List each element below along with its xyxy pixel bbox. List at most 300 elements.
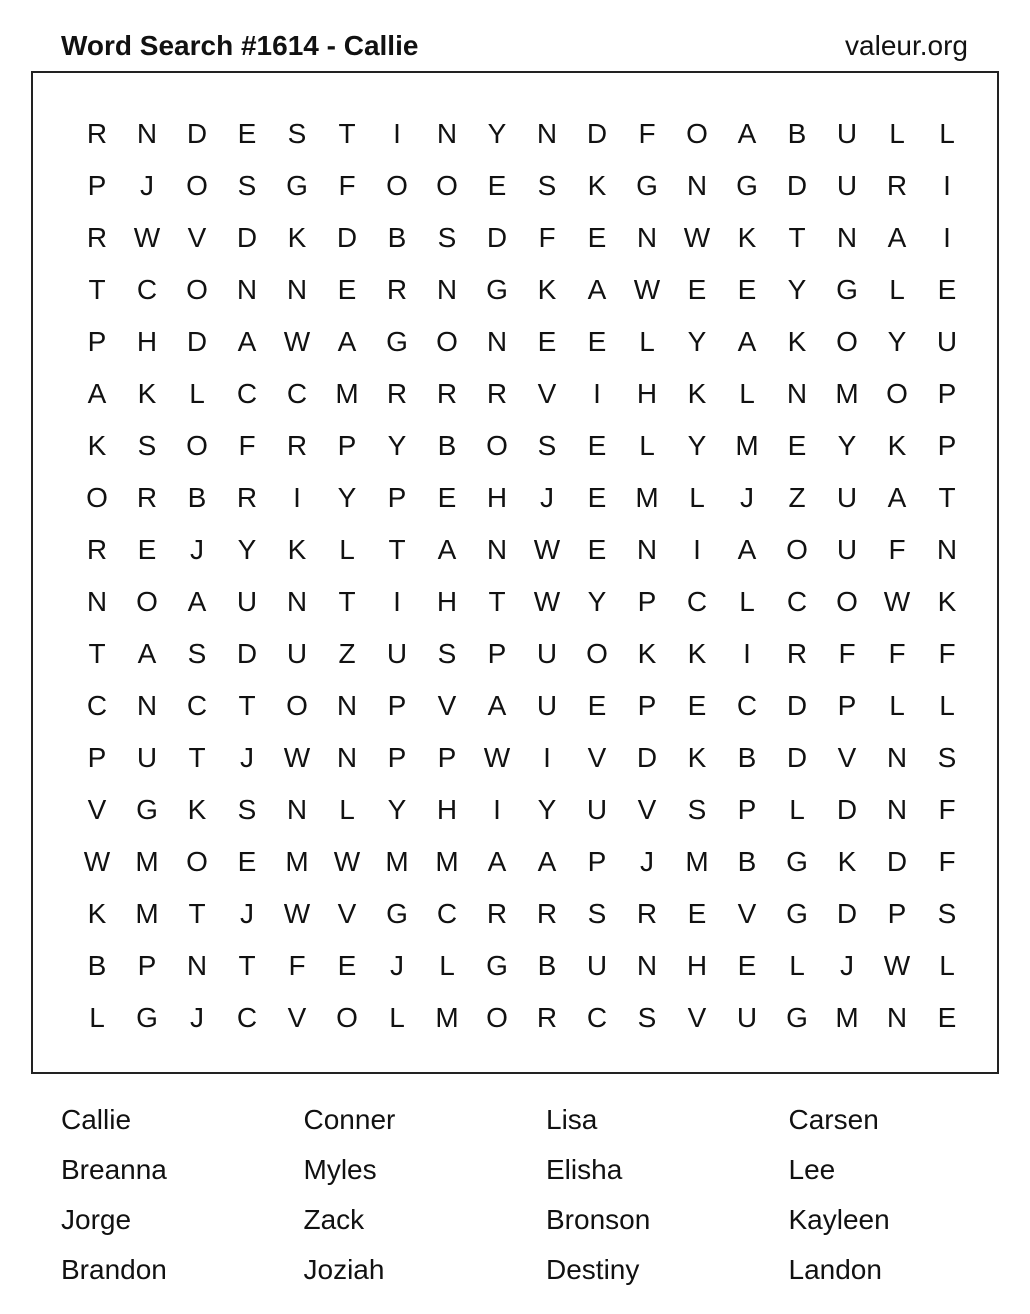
grid-cell[interactable]: T: [338, 118, 356, 149]
grid-cell[interactable]: N: [186, 950, 208, 981]
grid-cell[interactable]: A: [187, 586, 207, 617]
grid-cell[interactable]: D: [636, 742, 658, 773]
grid-cell[interactable]: I: [393, 586, 401, 617]
grid-cell[interactable]: W: [283, 326, 311, 357]
grid-cell[interactable]: T: [238, 950, 256, 981]
grid-cell[interactable]: O: [186, 274, 208, 305]
grid-cell[interactable]: F: [938, 846, 956, 877]
grid-cell[interactable]: U: [536, 638, 558, 669]
grid-cell[interactable]: A: [137, 638, 157, 669]
grid-cell[interactable]: G: [386, 326, 408, 357]
grid-cell[interactable]: G: [136, 794, 158, 825]
grid-cell[interactable]: S: [137, 430, 157, 461]
grid-cell[interactable]: F: [338, 170, 356, 201]
grid-cell[interactable]: P: [387, 690, 407, 721]
grid-cell[interactable]: P: [737, 794, 757, 825]
grid-cell[interactable]: E: [787, 430, 807, 461]
grid-cell[interactable]: C: [236, 378, 258, 409]
grid-cell[interactable]: L: [739, 378, 755, 409]
grid-cell[interactable]: M: [385, 846, 409, 877]
grid-cell[interactable]: N: [486, 326, 508, 357]
grid-cell[interactable]: E: [137, 534, 157, 565]
grid-cell[interactable]: S: [287, 118, 307, 149]
grid-cell[interactable]: D: [786, 170, 808, 201]
grid-cell[interactable]: A: [737, 118, 757, 149]
grid-cell[interactable]: C: [286, 378, 308, 409]
grid-cell[interactable]: E: [437, 482, 457, 513]
grid-cell[interactable]: V: [737, 898, 757, 929]
grid-cell[interactable]: E: [487, 170, 507, 201]
grid-cell[interactable]: P: [87, 742, 107, 773]
grid-cell[interactable]: N: [636, 950, 658, 981]
grid-cell[interactable]: C: [86, 690, 108, 721]
grid-cell[interactable]: P: [887, 898, 907, 929]
grid-cell[interactable]: S: [187, 638, 207, 669]
grid-cell[interactable]: T: [188, 742, 206, 773]
grid-cell[interactable]: P: [387, 742, 407, 773]
grid-cell[interactable]: L: [189, 378, 205, 409]
grid-cell[interactable]: E: [587, 326, 607, 357]
grid-cell[interactable]: T: [238, 690, 256, 721]
grid-cell[interactable]: R: [286, 430, 308, 461]
grid-cell[interactable]: C: [586, 1002, 608, 1033]
grid-cell[interactable]: K: [637, 638, 657, 669]
grid-cell[interactable]: R: [536, 1002, 558, 1033]
grid-cell[interactable]: J: [840, 950, 854, 981]
grid-cell[interactable]: I: [743, 638, 751, 669]
grid-cell[interactable]: V: [187, 222, 207, 253]
grid-cell[interactable]: F: [938, 794, 956, 825]
grid-cell[interactable]: W: [883, 950, 911, 981]
grid-cell[interactable]: S: [637, 1002, 657, 1033]
grid-cell[interactable]: N: [286, 586, 308, 617]
grid-cell[interactable]: L: [339, 794, 355, 825]
grid-cell[interactable]: A: [337, 326, 357, 357]
grid-cell[interactable]: F: [538, 222, 556, 253]
grid-cell[interactable]: A: [237, 326, 257, 357]
grid-cell[interactable]: C: [686, 586, 708, 617]
grid-cell[interactable]: W: [533, 586, 561, 617]
grid-cell[interactable]: G: [636, 170, 658, 201]
grid-cell[interactable]: B: [437, 430, 457, 461]
grid-cell[interactable]: K: [687, 378, 707, 409]
grid-cell[interactable]: S: [687, 794, 707, 825]
grid-cell[interactable]: N: [836, 222, 858, 253]
grid-cell[interactable]: N: [936, 534, 958, 565]
grid-cell[interactable]: P: [137, 950, 157, 981]
grid-cell[interactable]: L: [939, 118, 955, 149]
grid-cell[interactable]: K: [187, 794, 207, 825]
grid-cell[interactable]: G: [286, 170, 308, 201]
grid-cell[interactable]: J: [540, 482, 554, 513]
grid-cell[interactable]: P: [87, 170, 107, 201]
grid-cell[interactable]: P: [87, 326, 107, 357]
grid-cell[interactable]: E: [587, 482, 607, 513]
grid-cell[interactable]: L: [889, 690, 905, 721]
grid-cell[interactable]: O: [86, 482, 108, 513]
grid-cell[interactable]: E: [687, 274, 707, 305]
grid-cell[interactable]: A: [537, 846, 557, 877]
grid-cell[interactable]: P: [437, 742, 457, 773]
grid-cell[interactable]: L: [639, 326, 655, 357]
grid-cell[interactable]: M: [735, 430, 759, 461]
grid-cell[interactable]: A: [887, 482, 907, 513]
grid-cell[interactable]: C: [236, 1002, 258, 1033]
grid-cell[interactable]: I: [293, 482, 301, 513]
grid-cell[interactable]: D: [486, 222, 508, 253]
grid-cell[interactable]: W: [683, 222, 711, 253]
grid-cell[interactable]: S: [437, 222, 457, 253]
grid-cell[interactable]: K: [587, 170, 607, 201]
grid-cell[interactable]: K: [287, 534, 307, 565]
grid-cell[interactable]: F: [888, 638, 906, 669]
grid-cell[interactable]: C: [136, 274, 158, 305]
grid-cell[interactable]: P: [387, 482, 407, 513]
grid-cell[interactable]: H: [636, 378, 658, 409]
grid-cell[interactable]: G: [786, 1002, 808, 1033]
grid-cell[interactable]: E: [337, 950, 357, 981]
grid-cell[interactable]: N: [786, 378, 808, 409]
grid-cell[interactable]: S: [437, 638, 457, 669]
grid-cell[interactable]: V: [637, 794, 657, 825]
grid-cell[interactable]: D: [586, 118, 608, 149]
grid-cell[interactable]: P: [637, 586, 657, 617]
grid-cell[interactable]: H: [436, 794, 458, 825]
grid-cell[interactable]: N: [336, 690, 358, 721]
grid-cell[interactable]: S: [537, 430, 557, 461]
grid-cell[interactable]: G: [136, 1002, 158, 1033]
grid-cell[interactable]: T: [388, 534, 406, 565]
grid-cell[interactable]: M: [835, 1002, 859, 1033]
grid-cell[interactable]: B: [537, 950, 557, 981]
grid-cell[interactable]: R: [386, 378, 408, 409]
grid-cell[interactable]: E: [587, 430, 607, 461]
grid-cell[interactable]: Z: [788, 482, 806, 513]
grid-cell[interactable]: J: [190, 1002, 204, 1033]
grid-cell[interactable]: N: [136, 118, 158, 149]
grid-cell[interactable]: M: [435, 1002, 459, 1033]
grid-cell[interactable]: P: [837, 690, 857, 721]
grid-cell[interactable]: O: [836, 586, 858, 617]
grid-cell[interactable]: J: [640, 846, 654, 877]
grid-cell[interactable]: A: [87, 378, 107, 409]
grid-cell[interactable]: O: [136, 586, 158, 617]
grid-cell[interactable]: K: [737, 222, 757, 253]
grid-cell[interactable]: R: [386, 274, 408, 305]
grid-cell[interactable]: Y: [687, 430, 707, 461]
grid-cell[interactable]: J: [240, 898, 254, 929]
grid-cell[interactable]: U: [736, 1002, 758, 1033]
grid-cell[interactable]: O: [436, 326, 458, 357]
grid-cell[interactable]: W: [133, 222, 161, 253]
grid-cell[interactable]: R: [486, 378, 508, 409]
grid-cell[interactable]: E: [687, 898, 707, 929]
grid-cell[interactable]: G: [486, 950, 508, 981]
grid-cell[interactable]: L: [89, 1002, 105, 1033]
grid-cell[interactable]: K: [537, 274, 557, 305]
grid-cell[interactable]: S: [537, 170, 557, 201]
grid-cell[interactable]: M: [635, 482, 659, 513]
grid-cell[interactable]: O: [886, 378, 908, 409]
grid-cell[interactable]: T: [788, 222, 806, 253]
grid-cell[interactable]: C: [436, 898, 458, 929]
grid-cell[interactable]: R: [86, 118, 108, 149]
grid-cell[interactable]: P: [637, 690, 657, 721]
grid-cell[interactable]: A: [887, 222, 907, 253]
grid-cell[interactable]: K: [887, 430, 907, 461]
grid-cell[interactable]: I: [543, 742, 551, 773]
grid-cell[interactable]: R: [236, 482, 258, 513]
grid-cell[interactable]: E: [587, 222, 607, 253]
grid-cell[interactable]: G: [486, 274, 508, 305]
grid-cell[interactable]: W: [283, 742, 311, 773]
grid-cell[interactable]: N: [436, 274, 458, 305]
grid-cell[interactable]: M: [435, 846, 459, 877]
grid-cell[interactable]: Y: [587, 586, 607, 617]
grid-cell[interactable]: G: [736, 170, 758, 201]
grid-cell[interactable]: U: [836, 482, 858, 513]
grid-cell[interactable]: F: [638, 118, 656, 149]
grid-cell[interactable]: U: [836, 534, 858, 565]
grid-cell[interactable]: K: [87, 430, 107, 461]
grid-cell[interactable]: O: [286, 690, 308, 721]
grid-cell[interactable]: M: [285, 846, 309, 877]
grid-cell[interactable]: N: [886, 794, 908, 825]
grid-cell[interactable]: C: [186, 690, 208, 721]
grid-cell[interactable]: N: [636, 534, 658, 565]
grid-cell[interactable]: S: [237, 170, 257, 201]
grid-cell[interactable]: W: [83, 846, 111, 877]
grid-cell[interactable]: N: [886, 742, 908, 773]
grid-cell[interactable]: O: [186, 170, 208, 201]
grid-cell[interactable]: R: [636, 898, 658, 929]
grid-cell[interactable]: Y: [237, 534, 257, 565]
grid-cell[interactable]: U: [136, 742, 158, 773]
grid-cell[interactable]: L: [689, 482, 705, 513]
grid-cell[interactable]: K: [87, 898, 107, 929]
grid-cell[interactable]: L: [939, 950, 955, 981]
grid-cell[interactable]: D: [236, 222, 258, 253]
grid-cell[interactable]: F: [938, 638, 956, 669]
grid-cell[interactable]: N: [236, 274, 258, 305]
grid-cell[interactable]: D: [186, 326, 208, 357]
grid-cell[interactable]: H: [136, 326, 158, 357]
grid-cell[interactable]: H: [686, 950, 708, 981]
grid-cell[interactable]: V: [287, 1002, 307, 1033]
grid-cell[interactable]: L: [639, 430, 655, 461]
grid-cell[interactable]: U: [586, 950, 608, 981]
grid-cell[interactable]: R: [786, 638, 808, 669]
grid-cell[interactable]: Y: [387, 794, 407, 825]
grid-cell[interactable]: G: [786, 898, 808, 929]
grid-cell[interactable]: B: [737, 742, 757, 773]
grid-cell[interactable]: H: [436, 586, 458, 617]
grid-cell[interactable]: E: [237, 846, 257, 877]
grid-cell[interactable]: N: [886, 1002, 908, 1033]
grid-cell[interactable]: J: [240, 742, 254, 773]
grid-cell[interactable]: U: [236, 586, 258, 617]
grid-cell[interactable]: V: [537, 378, 557, 409]
grid-cell[interactable]: Y: [787, 274, 807, 305]
grid-cell[interactable]: L: [789, 794, 805, 825]
grid-cell[interactable]: P: [937, 430, 957, 461]
grid-cell[interactable]: B: [387, 222, 407, 253]
grid-cell[interactable]: R: [536, 898, 558, 929]
grid-cell[interactable]: B: [737, 846, 757, 877]
grid-cell[interactable]: V: [337, 898, 357, 929]
grid-cell[interactable]: L: [339, 534, 355, 565]
grid-cell[interactable]: D: [786, 742, 808, 773]
grid-cell[interactable]: T: [88, 274, 106, 305]
grid-cell[interactable]: E: [587, 534, 607, 565]
grid-cell[interactable]: V: [687, 1002, 707, 1033]
grid-cell[interactable]: J: [140, 170, 154, 201]
grid-cell[interactable]: A: [437, 534, 457, 565]
grid-cell[interactable]: V: [837, 742, 857, 773]
grid-cell[interactable]: K: [287, 222, 307, 253]
grid-cell[interactable]: B: [87, 950, 107, 981]
grid-cell[interactable]: S: [937, 742, 957, 773]
grid-cell[interactable]: R: [86, 534, 108, 565]
grid-cell[interactable]: O: [186, 430, 208, 461]
grid-cell[interactable]: K: [687, 638, 707, 669]
grid-cell[interactable]: O: [686, 118, 708, 149]
grid-cell[interactable]: A: [737, 534, 757, 565]
grid-cell[interactable]: B: [187, 482, 207, 513]
grid-cell[interactable]: R: [486, 898, 508, 929]
grid-cell[interactable]: P: [337, 430, 357, 461]
grid-cell[interactable]: Y: [337, 482, 357, 513]
grid-cell[interactable]: E: [937, 1002, 957, 1033]
grid-cell[interactable]: A: [587, 274, 607, 305]
grid-cell[interactable]: O: [336, 1002, 358, 1033]
grid-cell[interactable]: L: [889, 118, 905, 149]
grid-cell[interactable]: L: [789, 950, 805, 981]
grid-cell[interactable]: S: [587, 898, 607, 929]
grid-cell[interactable]: H: [486, 482, 508, 513]
grid-cell[interactable]: U: [286, 638, 308, 669]
grid-cell[interactable]: N: [436, 118, 458, 149]
grid-cell[interactable]: E: [737, 274, 757, 305]
grid-cell[interactable]: D: [236, 638, 258, 669]
grid-cell[interactable]: T: [488, 586, 506, 617]
grid-cell[interactable]: C: [786, 586, 808, 617]
grid-cell[interactable]: W: [483, 742, 511, 773]
grid-cell[interactable]: R: [436, 378, 458, 409]
grid-cell[interactable]: G: [836, 274, 858, 305]
grid-cell[interactable]: O: [836, 326, 858, 357]
grid-cell[interactable]: G: [386, 898, 408, 929]
grid-cell[interactable]: L: [439, 950, 455, 981]
grid-cell[interactable]: O: [186, 846, 208, 877]
grid-cell[interactable]: Y: [537, 794, 557, 825]
grid-cell[interactable]: U: [386, 638, 408, 669]
grid-cell[interactable]: F: [288, 950, 306, 981]
grid-cell[interactable]: O: [786, 534, 808, 565]
grid-cell[interactable]: O: [386, 170, 408, 201]
grid-cell[interactable]: E: [237, 118, 257, 149]
grid-cell[interactable]: M: [335, 378, 359, 409]
grid-cell[interactable]: Y: [687, 326, 707, 357]
grid-cell[interactable]: L: [389, 1002, 405, 1033]
grid-cell[interactable]: E: [937, 274, 957, 305]
grid-cell[interactable]: U: [836, 170, 858, 201]
grid-cell[interactable]: O: [486, 430, 508, 461]
grid-cell[interactable]: L: [939, 690, 955, 721]
grid-cell[interactable]: E: [737, 950, 757, 981]
grid-cell[interactable]: B: [787, 118, 807, 149]
grid-cell[interactable]: D: [336, 222, 358, 253]
grid-cell[interactable]: I: [393, 118, 401, 149]
grid-cell[interactable]: F: [838, 638, 856, 669]
grid-cell[interactable]: S: [937, 898, 957, 929]
grid-cell[interactable]: C: [736, 690, 758, 721]
grid-cell[interactable]: M: [835, 378, 859, 409]
grid-cell[interactable]: V: [587, 742, 607, 773]
grid-cell[interactable]: R: [136, 482, 158, 513]
grid-cell[interactable]: I: [493, 794, 501, 825]
grid-cell[interactable]: P: [487, 638, 507, 669]
grid-cell[interactable]: K: [837, 846, 857, 877]
grid-cell[interactable]: U: [586, 794, 608, 825]
grid-cell[interactable]: M: [685, 846, 709, 877]
grid-cell[interactable]: D: [886, 846, 908, 877]
grid-cell[interactable]: M: [135, 846, 159, 877]
grid-cell[interactable]: O: [586, 638, 608, 669]
grid-cell[interactable]: Y: [387, 430, 407, 461]
grid-cell[interactable]: L: [739, 586, 755, 617]
grid-cell[interactable]: Y: [887, 326, 907, 357]
grid-cell[interactable]: F: [238, 430, 256, 461]
grid-cell[interactable]: R: [86, 222, 108, 253]
grid-cell[interactable]: T: [938, 482, 956, 513]
grid-cell[interactable]: N: [686, 170, 708, 201]
grid-cell[interactable]: U: [536, 690, 558, 721]
grid-cell[interactable]: W: [333, 846, 361, 877]
grid-cell[interactable]: J: [190, 534, 204, 565]
grid-cell[interactable]: R: [886, 170, 908, 201]
grid-cell[interactable]: K: [137, 378, 157, 409]
grid-cell[interactable]: W: [283, 898, 311, 929]
grid-cell[interactable]: N: [286, 794, 308, 825]
grid-cell[interactable]: D: [786, 690, 808, 721]
grid-cell[interactable]: O: [486, 1002, 508, 1033]
grid-cell[interactable]: D: [836, 898, 858, 929]
grid-cell[interactable]: Z: [338, 638, 356, 669]
grid-cell[interactable]: T: [188, 898, 206, 929]
grid-cell[interactable]: E: [337, 274, 357, 305]
grid-cell[interactable]: N: [636, 222, 658, 253]
grid-cell[interactable]: O: [436, 170, 458, 201]
grid-cell[interactable]: V: [87, 794, 107, 825]
grid-cell[interactable]: N: [336, 742, 358, 773]
grid-cell[interactable]: E: [687, 690, 707, 721]
grid-cell[interactable]: V: [437, 690, 457, 721]
grid-cell[interactable]: S: [237, 794, 257, 825]
grid-cell[interactable]: P: [937, 378, 957, 409]
grid-cell[interactable]: W: [883, 586, 911, 617]
grid-cell[interactable]: I: [593, 378, 601, 409]
grid-cell[interactable]: I: [943, 170, 951, 201]
grid-cell[interactable]: N: [486, 534, 508, 565]
grid-cell[interactable]: M: [135, 898, 159, 929]
grid-cell[interactable]: T: [338, 586, 356, 617]
grid-cell[interactable]: N: [86, 586, 108, 617]
grid-cell[interactable]: A: [487, 690, 507, 721]
grid-cell[interactable]: E: [537, 326, 557, 357]
grid-cell[interactable]: D: [186, 118, 208, 149]
grid-cell[interactable]: I: [943, 222, 951, 253]
